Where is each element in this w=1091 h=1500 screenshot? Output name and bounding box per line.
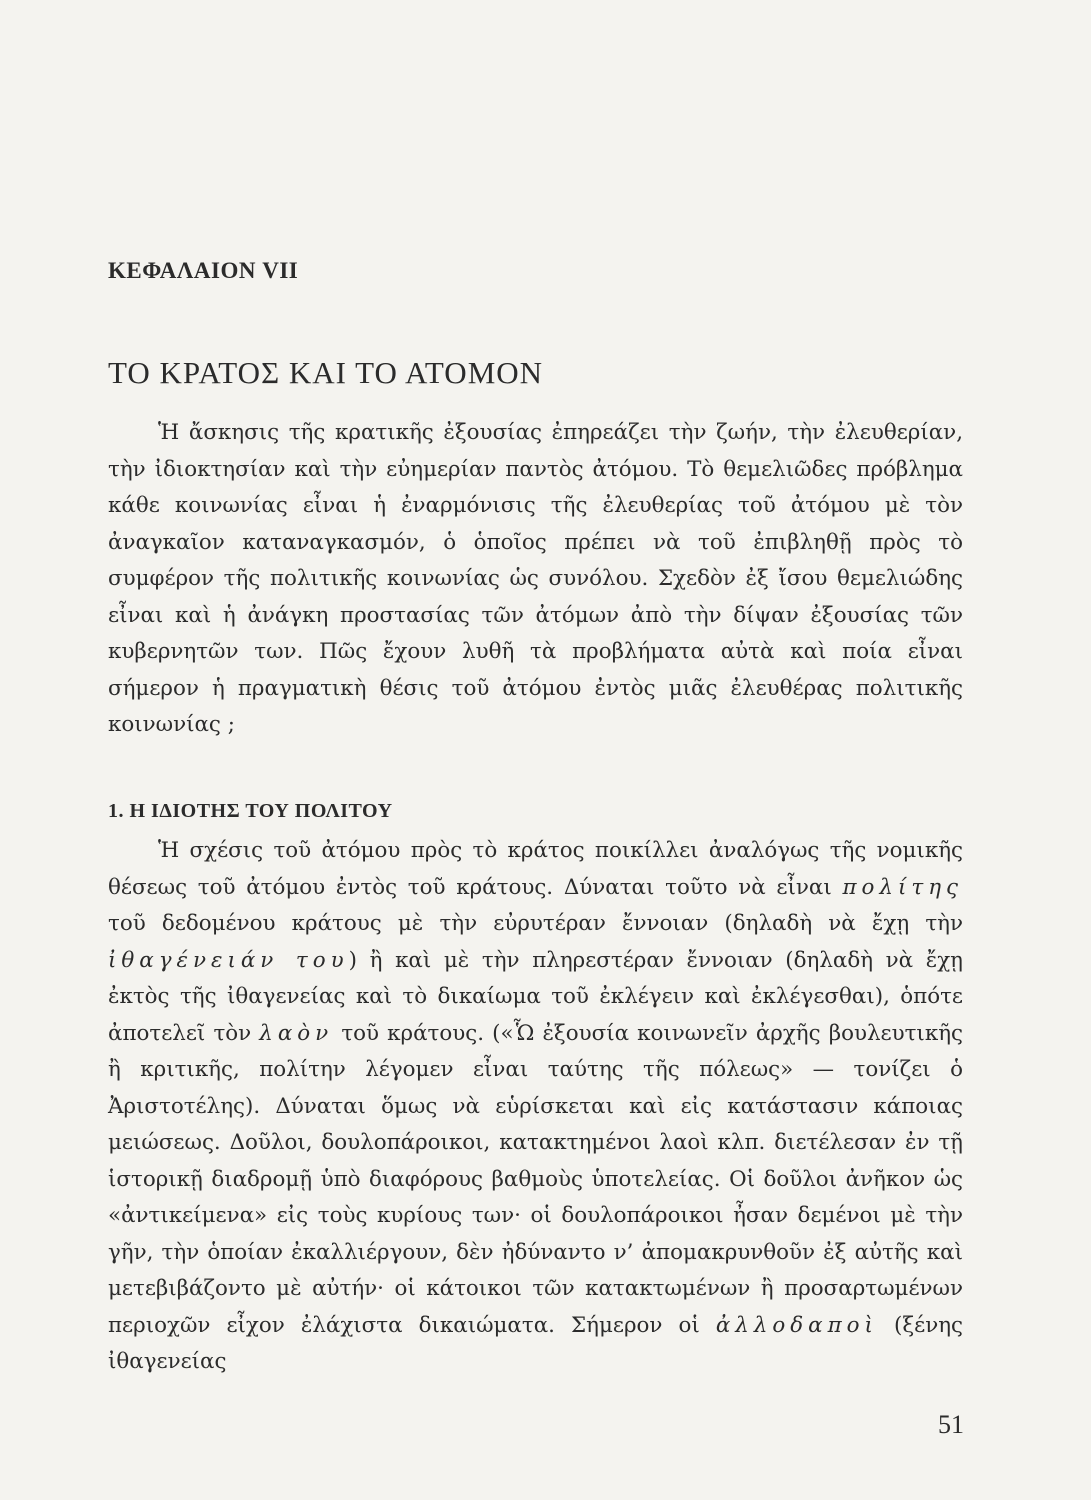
section-heading: 1. Η ΙΔΙΟΤΗΣ ΤΟΥ ΠΟΛΙΤΟΥ <box>108 800 393 822</box>
chapter-title: ΤΟ ΚΡΑΤΟΣ ΚΑΙ ΤΟ ΑΤΟΜΟΝ <box>108 355 544 390</box>
paragraph-text: Ἡ σχέσις τοῦ ἀτόμου πρὸς τὸ κράτος ποικίλλει ἀναλόγως τῆς νομικῆς θέσεως τοῦ ἀτόμου ἐντὸς τοῦ κράτους. Δύναται τοῦτο νὰ εἶναι <box>108 838 963 900</box>
paragraph-text: ) ἢ καὶ μὲ τὴν πληρεστέραν ἔννοιαν (δηλαδὴ νὰ ἔχῃ ἐκτὸς τῆς ἰθαγενείας καὶ τὸ δικαίωμα τοῦ ἐκλέγειν καὶ ἐκλέγεσθαι), ὁπότε ἀποτελεῖ τὸν <box>108 947 963 1046</box>
emphasized-term: λαὸν <box>259 1020 334 1046</box>
intro-paragraph: Ἡ ἄσκησις τῆς κρατικῆς ἐξουσίας ἐπηρεάζει τὴν ζωήν, τὴν ἐλευθερίαν, τὴν ἰδιοκτησίαν καὶ τὴν εὐημερίαν παντὸς ἀτόμου. Τὸ θεμελιῶδες πρόβλημα κάθε κοινωνίας εἶναι ἡ ἐναρμόνισις τῆς ἐλευθερίας τοῦ ἀτόμου μὲ τὸν ἀναγκαῖον καταναγκασμόν, ὁ ὁποῖος πρέπει νὰ τοῦ ἐπιβληθῇ πρὸς τὸ συμφέρον τῆς πολιτικῆς κοινωνίας ὡς συνόλου. Σχεδὸν ἐξ ἴσου θεμελιώδης εἶναι καὶ ἡ ἀνάγκη προστασίας τῶν ἀτόμων ἀπὸ τὴν δίψαν ἐξουσίας τῶν κυβερνητῶν των. Πῶς ἔχουν λυθῆ τὰ προβλήματα αὐτὰ καὶ ποία εἶναι σήμερον ἡ πραγματικὴ θέσις τοῦ ἀτόμου ἐντὸς μιᾶς ἐλευθέρας πολιτικῆς κοινωνίας ; <box>108 420 963 737</box>
emphasized-term: πολίτης <box>842 874 963 900</box>
chapter-label: ΚΕΦΑΛΑΙΟΝ VII <box>108 258 299 283</box>
paragraph-text: τοῦ κράτους. («Ὧ ἐξουσία κοινωνεῖν ἀρχῆς βουλευτικῆς ἢ κριτικῆς, πολίτην λέγομεν εἶναι ταύτης τῆς πόλεως» — τονίζει ὁ Ἀριστοτέλης). Δύναται ὅμως νὰ εὑρίσκεται καὶ εἰς κατάστασιν κάποιας μειώσεως. Δοῦλοι, δουλοπάροικοι, κατακτημένοι λαοὶ κλπ. διετέλεσαν ἐν τῇ ἱστορικῇ διαδρομῇ ὑπὸ διαφόρους βαθμοὺς ὑποτελείας. Οἱ δοῦλοι ἀνῆκον ὡς «ἀντικείμενα» εἰς τοὺς κυρίους των· οἱ δουλοπάροικοι ἦσαν δεμένοι μὲ τὴν γῆν, τὴν ὁποίαν ἐκαλλιέργουν, δὲν ἠδύναντο ν’ ἀπομακρυνθοῦν ἐξ αὐτῆς καὶ μετεβιβάζοντο μὲ αὐτήν· οἱ κάτοικοι τῶν κατακτωμένων ἢ προσαρτωμένων περιοχῶν εἶχον ἐλάχιστα δικαιώματα. Σήμερον οἱ <box>108 1020 963 1338</box>
emphasized-term: ἀλλοδαποὶ <box>715 1312 878 1338</box>
paragraph-text: (ξένης ἰθαγενείας <box>108 1312 963 1374</box>
paragraph-text: τοῦ δεδομένου κράτους μὲ τὴν εὐρυτέραν ἔννοιαν (δηλαδὴ νὰ ἔχῃ τὴν <box>108 911 963 936</box>
emphasized-term: ἰθαγένειάν του <box>108 947 349 973</box>
page-number: 51 <box>938 1410 964 1439</box>
section-paragraph <box>108 833 963 1381</box>
